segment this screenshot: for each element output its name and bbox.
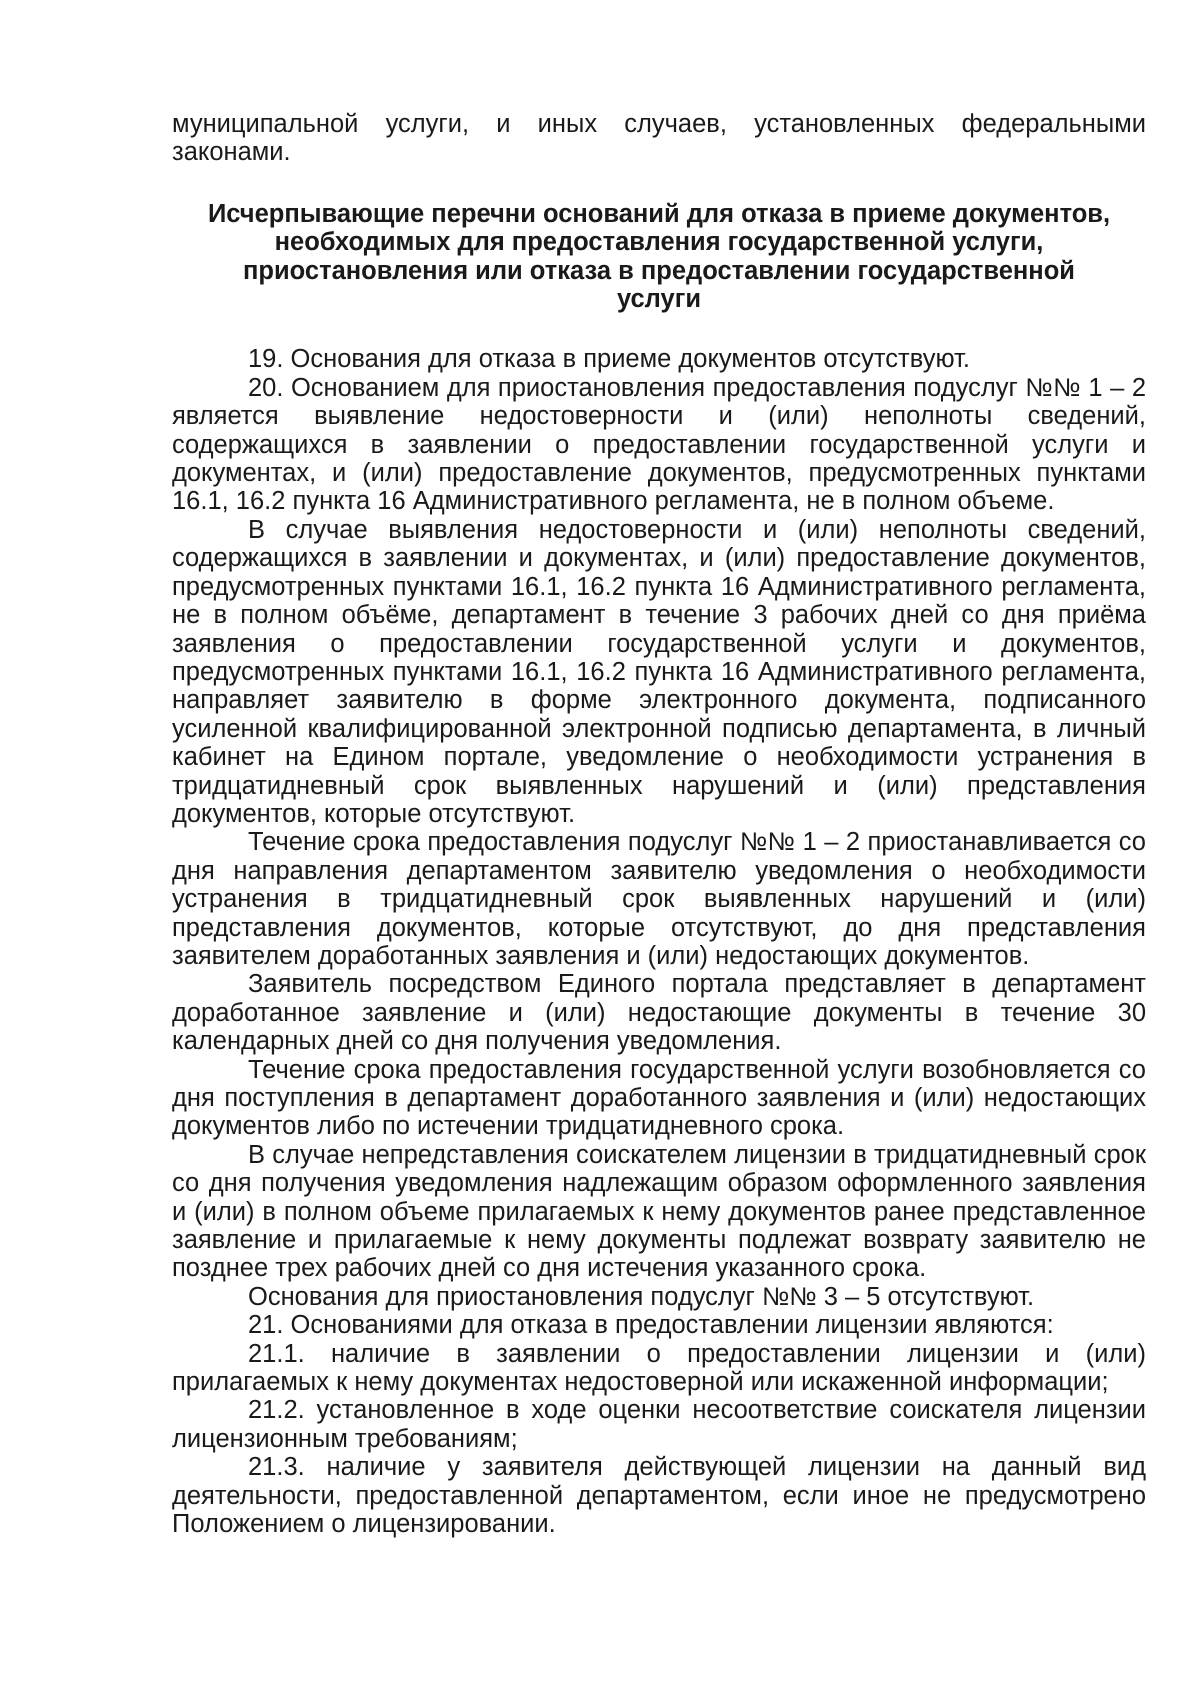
section-heading: Исчерпывающие перечни оснований для отказа в приеме документов, необходимых для предоставления государственной услуги, приостановления или отказа в предоставлении государственной услуги (207, 199, 1111, 314)
paragraph-20: 20. Основанием для приостановления предоставления подуслуг №№ 1 – 2 является выявление недостоверности и (или) неполноты сведений, содержащихся в заявлении о предоставлении государственной услуги и документах, и (или) предоставление документов, предусмотренных пунктами 16.1, 16.2 пункта 16 Административного регламента, не в полном объеме. (172, 373, 1146, 516)
paragraph-applicant-submission: Заявитель посредством Единого портала представляет в департамент доработанное заявление и (или) недостающие документы в течение 30 календарных дней со дня получения уведомления. (172, 970, 1146, 1056)
paragraph-20-detail: В случае выявления недостоверности и (или) неполноты сведений, содержащихся в заявлении и документах, и (или) предоставление документов, предусмотренных пунктами 16.1, 16.2 пункта 16 Административного регламента, не в полном объёме, департамент в течение 3 рабочих дней со дня приёма заявления о предоставлении государственной услуги и документов, предусмотренных пунктами 16.1, 16.2 пункта 16 Административного регламента, направляет заявителю в форме электронного документа, подписанного усиленной квалифицированной электронной подписью департамента, в личный кабинет на Едином портале, уведомление о необходимости устранения в тридцатидневный срок выявленных нарушений и (или) представления документов, которые отсутствуют. (172, 515, 1146, 828)
paragraph-21-1: 21.1. наличие в заявлении о предоставлении лицензии и (или) прилагаемых к нему документах недостоверной или искаженной информации; (172, 1339, 1146, 1397)
paragraph-non-submission: В случае непредставления соискателем лицензии в тридцатидневный срок со дня получения уведомления надлежащим образом оформленного заявления и (или) в полном объеме прилагаемых к нему документов ранее представленное заявление и прилагаемые к нему документы подлежат возврату заявителю не позднее трех рабочих дней со дня истечения указанного срока. (172, 1140, 1146, 1283)
paragraph-resumption: Течение срока предоставления государственной услуги возобновляется со дня поступления в департамент доработанного заявления и (или) недостающих документов либо по истечении тридцатидневного срока. (172, 1055, 1146, 1141)
paragraph-21: 21. Основаниями для отказа в предоставлении лицензии являются: (248, 1311, 1054, 1340)
paragraph-no-suspension-3-5: Основания для приостановления подуслуг №№ 3 – 5 отсутствуют. (248, 1282, 1035, 1311)
document-page (172, 110, 1146, 1539)
paragraph-19: 19. Основания для отказа в приеме документов отсутствуют. (248, 345, 970, 374)
intro-fragment: муниципальной услуги, и иных случаев, установленных федеральными законами. (172, 110, 1146, 167)
paragraph-21-3: 21.3. наличие у заявителя действующей лицензии на данный вид деятельности, предоставленной департаментом, если иное не предусмотрено Положением о лицензировании. (172, 1453, 1146, 1539)
paragraph-21-2: 21.2. установленное в ходе оценки несоответствие соискателя лицензии лицензионным требованиям; (172, 1396, 1146, 1453)
paragraph-suspension-period: Течение срока предоставления подуслуг №№ 1 – 2 приостанавливается со дня направления департаментом заявителю уведомления о необходимости устранения в тридцатидневный срок выявленных нарушений и (или) представления документов, которые отсутствуют, до дня представления заявителем доработанных заявления и (или) недостающих документов. (172, 828, 1146, 970)
